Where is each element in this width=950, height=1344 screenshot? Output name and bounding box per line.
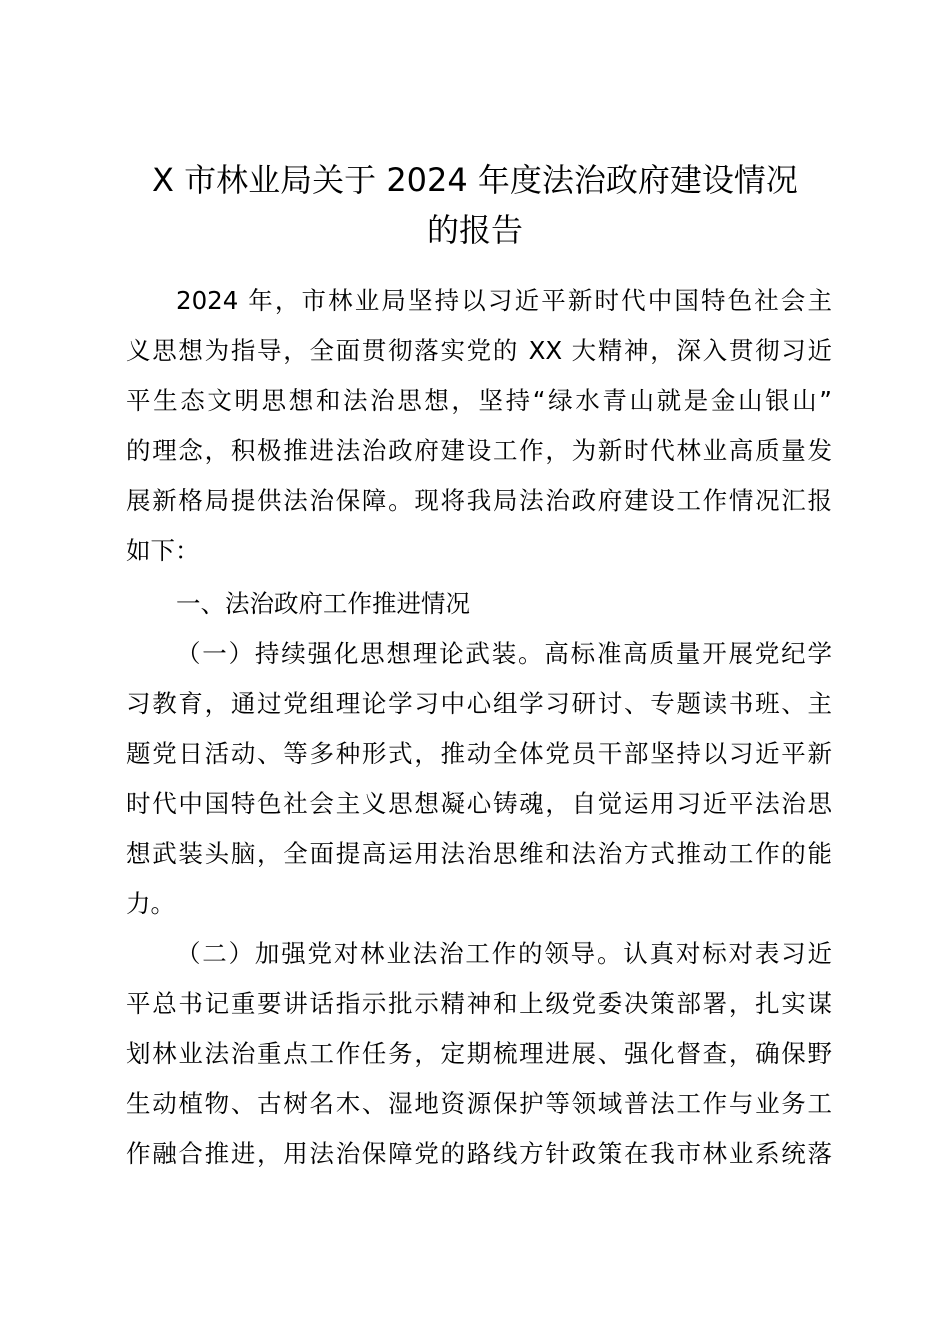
subsection-2-line: 平总书记重要讲话指示批示精神和上级党委决策部署，扎实谋	[126, 989, 832, 1018]
intro-paragraph-line: 义思想为指导，全面贯彻落实党的 XX 大精神，深入贯彻习近	[126, 336, 832, 365]
document-title-line-1: X 市林业局关于 2024 年度法治政府建设情况	[152, 161, 798, 199]
subsection-1-line: 想武装头脑，全面提高运用法治思维和法治方式推动工作的能	[126, 839, 832, 868]
subsection-2-line: 生动植物、古树名木、湿地资源保护等领域普法工作与业务工	[126, 1089, 832, 1118]
subsection-1-line: 力。	[126, 889, 175, 918]
intro-paragraph-line: 如下：	[126, 536, 200, 565]
subsection-1-line: 题党日活动、等多种形式，推动全体党员干部坚持以习近平新	[126, 739, 832, 768]
subsection-2-line: （二）加强党对林业法治工作的领导。认真对标对表习近	[176, 939, 832, 968]
subsection-2-line: 划林业法治重点工作任务，定期梳理进展、强化督查，确保野	[126, 1039, 832, 1068]
subsection-1-line: （一）持续强化思想理论武装。高标准高质量开展党纪学	[176, 639, 832, 668]
intro-paragraph-line: 的理念，积极推进法治政府建设工作，为新时代林业高质量发	[126, 436, 832, 465]
section-heading: 一、法治政府工作推进情况	[176, 589, 470, 618]
subsection-2-line: 作融合推进，用法治保障党的路线方针政策在我市林业系统落	[126, 1139, 832, 1168]
intro-paragraph-line: 2024 年，市林业局坚持以习近平新时代中国特色社会主	[176, 286, 832, 315]
subsection-1-line: 习教育，通过党组理论学习中心组学习研讨、专题读书班、主	[126, 689, 832, 718]
intro-paragraph-line: 展新格局提供法治保障。现将我局法治政府建设工作情况汇报	[126, 486, 832, 515]
intro-paragraph-line: 平生态文明思想和法治思想，坚持“绿水青山就是金山银山”	[126, 386, 832, 415]
document-title-line-2: 的报告	[426, 211, 523, 249]
subsection-1-line: 时代中国特色社会主义思想凝心铸魂，自觉运用习近平法治思	[126, 789, 832, 818]
